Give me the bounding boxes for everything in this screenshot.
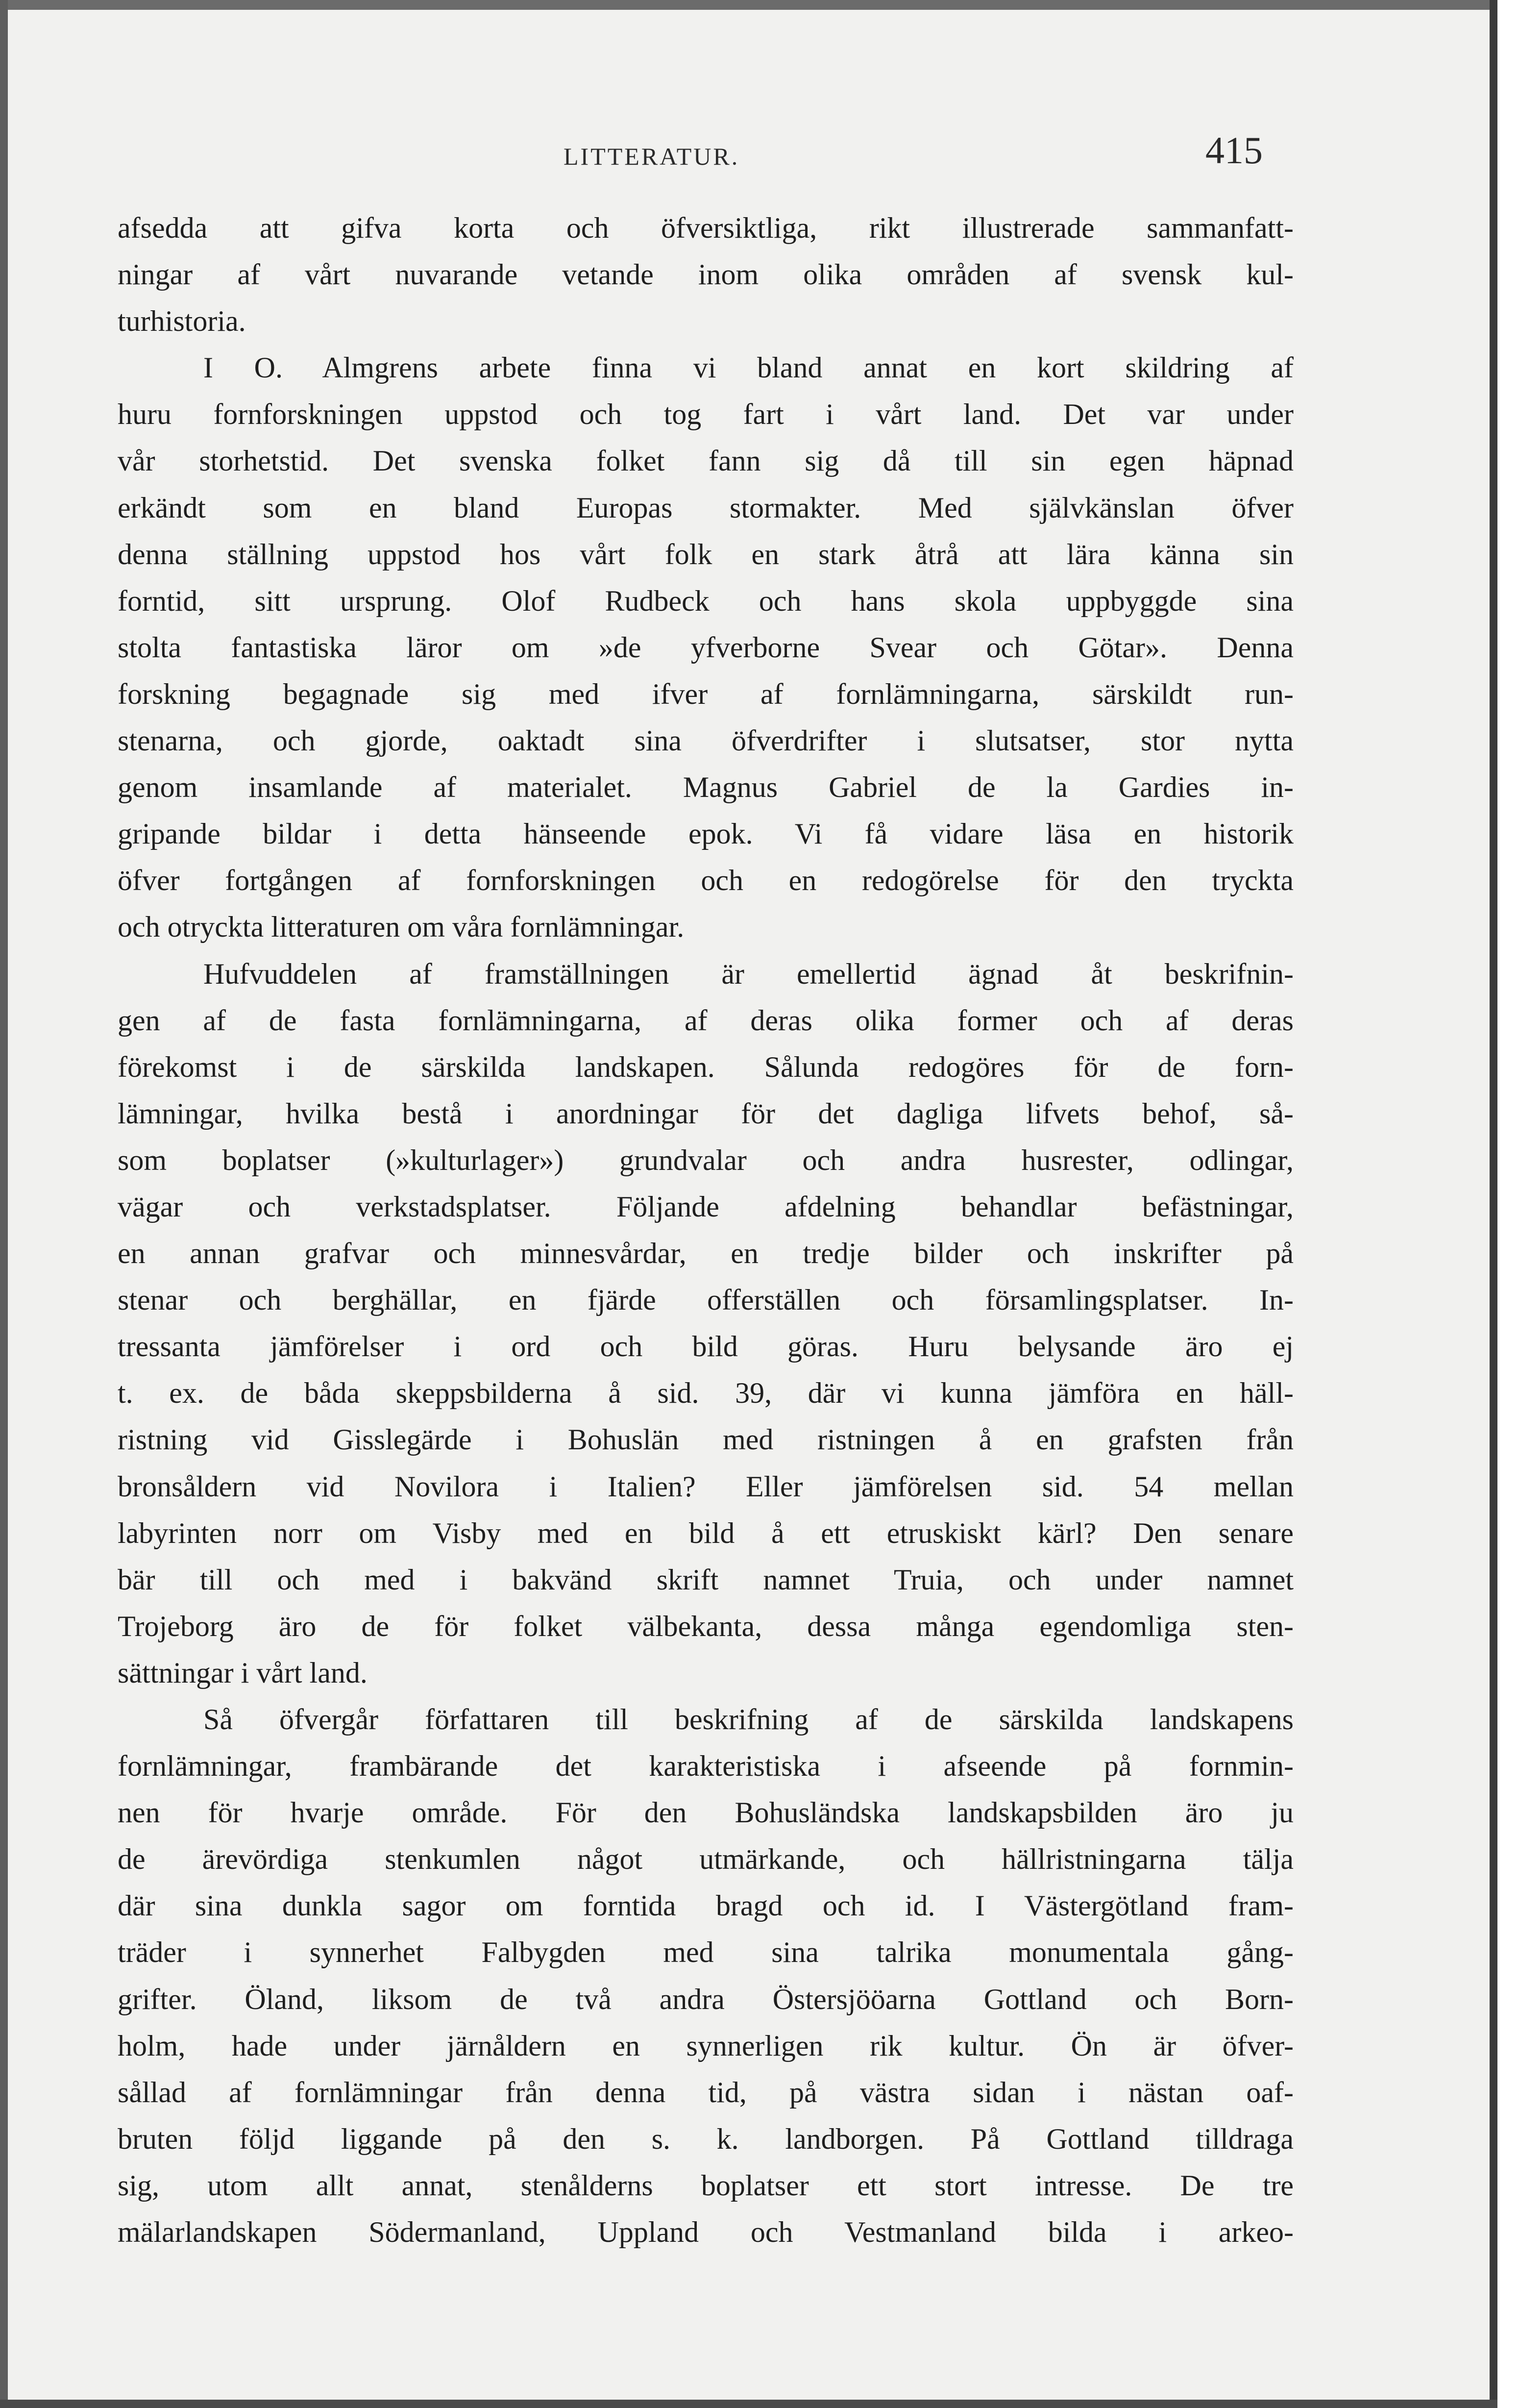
text-line: tressanta jämförelser i ord och bild göras. Huru belysande äro ej <box>118 1330 1294 1363</box>
text-line: en annan grafvar och minnesvårdar, en tredje bilder och inskrifter på <box>118 1237 1294 1270</box>
scan-border-bottom <box>0 2400 1497 2408</box>
scan-border-left <box>0 0 8 2408</box>
text-line: där sina dunkla sagor om forntida bragd och id. I Västergötland fram- <box>118 1889 1294 1922</box>
text-line: mälarlandskapen Södermanland, Uppland och Vestmanland bilda i arkeo- <box>118 2216 1294 2249</box>
text-line: stenar och berghällar, en fjärde offerställen och församlingsplatser. In- <box>118 1284 1294 1316</box>
text-line: sållad af fornlämningar från denna tid, på västra sidan i nästan oaf- <box>118 2076 1294 2109</box>
scan-border-top <box>0 0 1497 10</box>
text-line: de ärevördiga stenkumlen något utmärkande, och hällristningarna tälja <box>118 1843 1294 1876</box>
text-line: gen af de fasta fornlämningarna, af deras olika former och af deras <box>118 1004 1294 1037</box>
text-line: turhistoria. <box>118 305 246 338</box>
text-line: träder i synnerhet Falbygden med sina talrika monumentala gång- <box>118 1936 1294 1969</box>
text-line: labyrinten norr om Visby med en bild å ett etruskiskt kärl? Den senare <box>118 1516 1294 1549</box>
text-line: Trojeborg äro de för folket välbekanta, dessa många egendomliga sten- <box>118 1610 1294 1642</box>
text-line: ristning vid Gisslegärde i Bohuslän med ristningen å en grafsten från <box>118 1423 1294 1456</box>
running-header: LITTERATUR. <box>564 143 740 170</box>
text-line: öfver fortgången af fornforskningen och en redogörelse för den tryckta <box>118 864 1294 897</box>
text-line: forntid, sitt ursprung. Olof Rudbeck och hans skola uppbyggde sina <box>118 584 1294 617</box>
text-line: gripande bildar i detta hänseende epok. Vi få vidare läsa en historik <box>118 818 1294 850</box>
text-line: vägar och verkstadsplatser. Följande afdelning behandlar befästningar, <box>118 1190 1294 1223</box>
text-line: vår storhetstid. Det svenska folket fann sig då till sin egen häpnad <box>118 445 1294 477</box>
text-line: Så öfvergår författaren till beskrifning af de särskilda landskapens <box>203 1703 1294 1736</box>
text-line: Hufvuddelen af framställningen är emellertid ägnad åt beskrifnin- <box>203 957 1294 990</box>
text-line: sig, utom allt annat, stenålderns boplatser ett stort intresse. De tre <box>118 2169 1294 2202</box>
text-line: grifter. Öland, liksom de två andra Östersjööarna Gottland och Born- <box>118 1983 1294 2015</box>
text-line: huru fornforskningen uppstod och tog fart i vårt land. Det var under <box>118 398 1294 431</box>
text-line: t. ex. de båda skeppsbilderna å sid. 39, där vi kunna jämföra en häll- <box>118 1377 1294 1410</box>
text-line: denna ställning uppstod hos vårt folk en stark åtrå att lära känna sin <box>118 538 1294 571</box>
text-line: forskning begagnade sig med ifver af fornlämningarna, särskildt run- <box>118 677 1294 710</box>
text-line: stenarna, och gjorde, oaktadt sina öfverdrifter i slutsatser, stor nytta <box>118 724 1294 757</box>
text-line: stolta fantastiska läror om »de yfverborne Svear och Götar». Denna <box>118 631 1294 664</box>
text-line: erkändt som en bland Europas stormakter. Med självkänslan öfver <box>118 491 1294 524</box>
body-text <box>118 205 1294 2256</box>
text-line: förekomst i de särskilda landskapen. Sålunda redogöres för de forn- <box>118 1050 1294 1083</box>
text-line: genom insamlande af materialet. Magnus Gabriel de la Gardies in- <box>118 771 1294 804</box>
page-number: 415 <box>1205 129 1263 172</box>
text-line: ningar af vårt nuvarande vetande inom olika områden af svensk kul- <box>118 258 1294 291</box>
text-line: sättningar i vårt land. <box>118 1656 368 1689</box>
text-line: nen för hvarje område. För den Bohusländska landskapsbilden äro ju <box>118 1796 1294 1829</box>
text-line: afsedda att gifva korta och öfversiktliga, rikt illustrerade sammanfatt- <box>118 212 1294 244</box>
text-line: som boplatser (»kulturlager») grundvalar och andra husrester, odlingar, <box>118 1143 1294 1176</box>
scan-border-right <box>1490 0 1497 2408</box>
text-line: bruten följd liggande på den s. k. landborgen. På Gottland tilldraga <box>118 2122 1294 2155</box>
text-line: holm, hade under järnåldern en synnerligen rik kultur. Ön är öfver- <box>118 2029 1294 2062</box>
text-line: fornlämningar, frambärande det karakteristiska i afseende på fornmin- <box>118 1750 1294 1783</box>
text-line: lämningar, hvilka bestå i anordningar för det dagliga lifvets behof, så- <box>118 1097 1294 1130</box>
text-line: bronsåldern vid Novilora i Italien? Eller jämförelsen sid. 54 mellan <box>118 1470 1294 1503</box>
text-line: bär till och med i bakvänd skrift namnet Truia, och under namnet <box>118 1563 1294 1596</box>
text-line: I O. Almgrens arbete finna vi bland annat en kort skildring af <box>203 351 1294 384</box>
text-line: och otryckta litteraturen om våra fornlämningar. <box>118 911 685 943</box>
